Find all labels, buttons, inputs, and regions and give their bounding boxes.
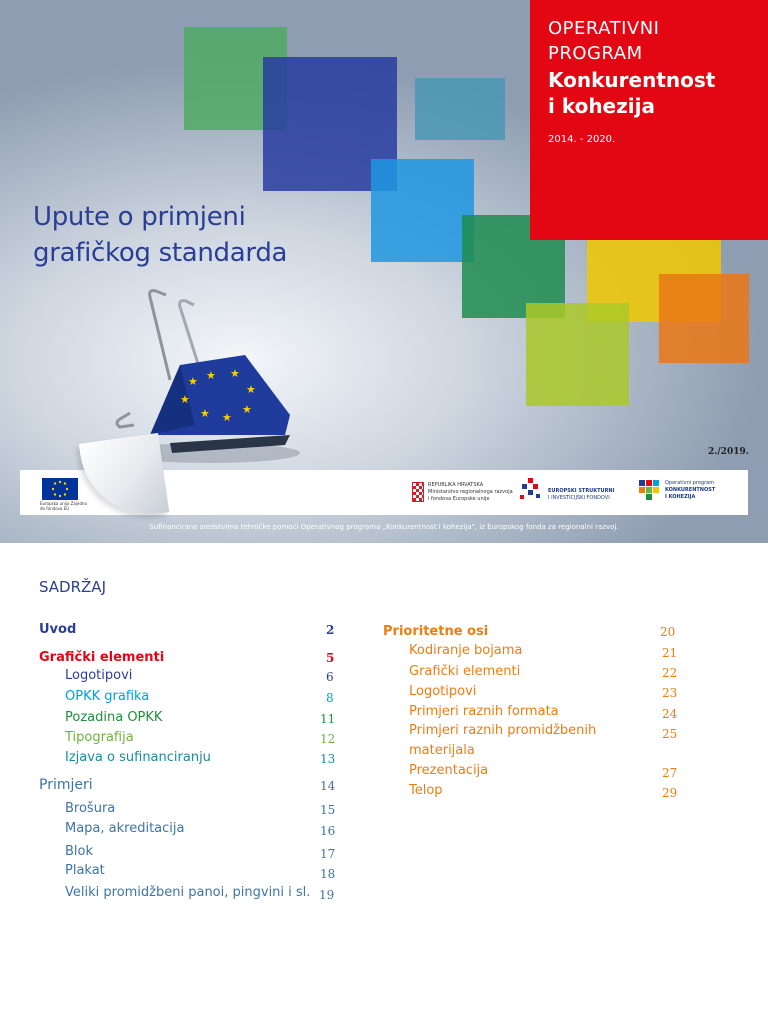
svg-text:★: ★ [200,407,210,420]
toc-page-prioritetne-osi: 20 [660,625,676,639]
toc-page-primjeri-raznih-formata: 24 [662,707,678,721]
toc-page-uvod: 2 [326,623,335,637]
cover-title [33,199,287,271]
toc-item-primjeri-raznih-promidzbenih[interactable]: Primjeri raznih promidžbenih [409,723,597,738]
ministry-logo-line2: Ministarstvo regionalnoga razvoja [428,489,513,495]
croatian-coat-of-arms-icon [412,482,424,502]
edition-label: 2./2019. [708,447,749,457]
opkk-squares-icon [639,480,659,500]
opkk-logo-line2: KONKURENTNOST [665,487,716,493]
cover-title-line2: grafičkog standarda [33,238,288,268]
toc-page-veliki-promidzbeni-panoi: 19 [319,888,335,902]
eu-stars-icon [42,478,78,500]
toc-item-logotipovi-2[interactable]: Logotipovi [409,684,477,699]
esi-squares-icon [520,478,542,502]
toc-page-primjeri-raznih-promidzbenih: 25 [662,727,678,741]
toc-item-uvod[interactable]: Uvod [39,622,77,637]
opkk-logo-line3: I KOHEZIJA [665,494,696,500]
toc-page-izjava-o-sufinanciranju: 13 [320,752,336,766]
orange-square-decoration [659,274,749,363]
toc-item-primjeri[interactable]: Primjeri [39,777,93,793]
teal-square-decoration [415,78,505,140]
svg-text:★: ★ [188,375,198,388]
toc-page-blok: 17 [320,847,336,861]
toc-item-pozadina-opkk[interactable]: Pozadina OPKK [65,710,163,725]
toc-item-opkk-grafika[interactable]: OPKK grafika [65,689,150,704]
toc-item-graficki-elementi[interactable]: Grafički elementi [39,650,165,665]
svg-text:★: ★ [222,411,232,424]
toc-page-plakat: 18 [320,867,336,881]
opkk-logo-line1: Operativni program [665,480,715,486]
toc-page-mapa-akreditacija: 16 [320,824,336,838]
toc-page-graficki-elementi: 5 [326,651,335,665]
toc-page-telop: 29 [662,786,678,800]
program-label-line1: OPERATIVNI [548,18,660,39]
cyan-square-decoration [371,159,474,262]
program-name-line2: i kohezija [548,94,655,118]
toc-page-brosura: 15 [320,803,336,817]
toc-item-izjava-o-sufinanciranju[interactable]: Izjava o sufinanciranju [65,750,211,765]
eu-caption: Europska unija Zajedno do fondova EU [40,501,87,511]
toc-item-tipografija[interactable]: Tipografija [65,730,134,745]
toc-item-plakat[interactable]: Plakat [65,863,105,878]
cofunding-statement: Sufinancirano sredstvima tehničke pomoći Operativnog programa „Konkurentnost i kohezija", iz Europskog fonda za regionalni razvoj. [149,523,619,531]
svg-text:★: ★ [206,369,216,382]
toc-item-brosura[interactable]: Brošura [65,801,116,816]
program-label-line2: PROGRAM [548,43,643,64]
toc-page-tipografija: 12 [320,732,336,746]
program-years: 2014. - 2020. [548,134,616,145]
program-panel [530,0,768,240]
toc-heading: SADRŽAJ [39,578,106,596]
toc-page-logotipovi-2: 23 [662,686,678,700]
toc-item-kodiranje-bojama[interactable]: Kodiranje bojama [409,643,523,658]
ministry-logo-line3: i fondova Europske unije [428,496,490,502]
toc-item-graficki-elementi-2[interactable]: Grafički elementi [409,664,521,679]
toc-page-logotipovi: 6 [326,670,334,684]
toc-page-primjeri: 14 [320,779,336,793]
esi-logo-line1: EUROPSKI STRUKTURNI [548,488,615,494]
toc-item-primjeri-raznih-promidzbenih-line2[interactable]: materijala [409,743,475,758]
toc-item-mapa-akreditacija[interactable]: Mapa, akreditacija [65,821,185,836]
toc-page-kodiranje-bojama: 21 [662,646,678,660]
toc-page-prezentacija: 27 [662,766,678,780]
svg-text:★: ★ [242,403,252,416]
lime-square-decoration [526,303,629,406]
toc-item-logotipovi[interactable]: Logotipovi [65,668,133,683]
toc-item-veliki-promidzbeni-panoi[interactable]: Veliki promidžbeni panoi, pingvini i sl. [65,885,311,900]
svg-text:★: ★ [230,367,240,380]
toc-item-primjeri-raznih-formata[interactable]: Primjeri raznih formata [409,704,559,719]
toc-item-telop[interactable]: Telop [409,783,443,798]
eu-flag-logo [42,478,78,500]
toc-page-pozadina-opkk: 11 [320,712,336,726]
cover-title-line1: Upute o primjeni [33,202,246,232]
toc-page-opkk-grafika: 8 [326,691,334,705]
svg-text:★: ★ [246,383,256,396]
svg-text:★: ★ [180,393,190,406]
toc-item-prioritetne-osi[interactable]: Prioritetne osi [383,624,489,639]
toc-item-blok[interactable]: Blok [65,844,94,859]
toc-item-prezentacija[interactable]: Prezentacija [409,763,489,778]
esi-logo-line2: I INVESTICIJSKI FONDOVI [548,495,610,501]
program-name-line1: Konkurentnost [548,68,716,92]
toc-page-graficki-elementi-2: 22 [662,666,678,680]
ministry-logo-line1: REPUBLIKA HRVATSKA [428,482,484,488]
